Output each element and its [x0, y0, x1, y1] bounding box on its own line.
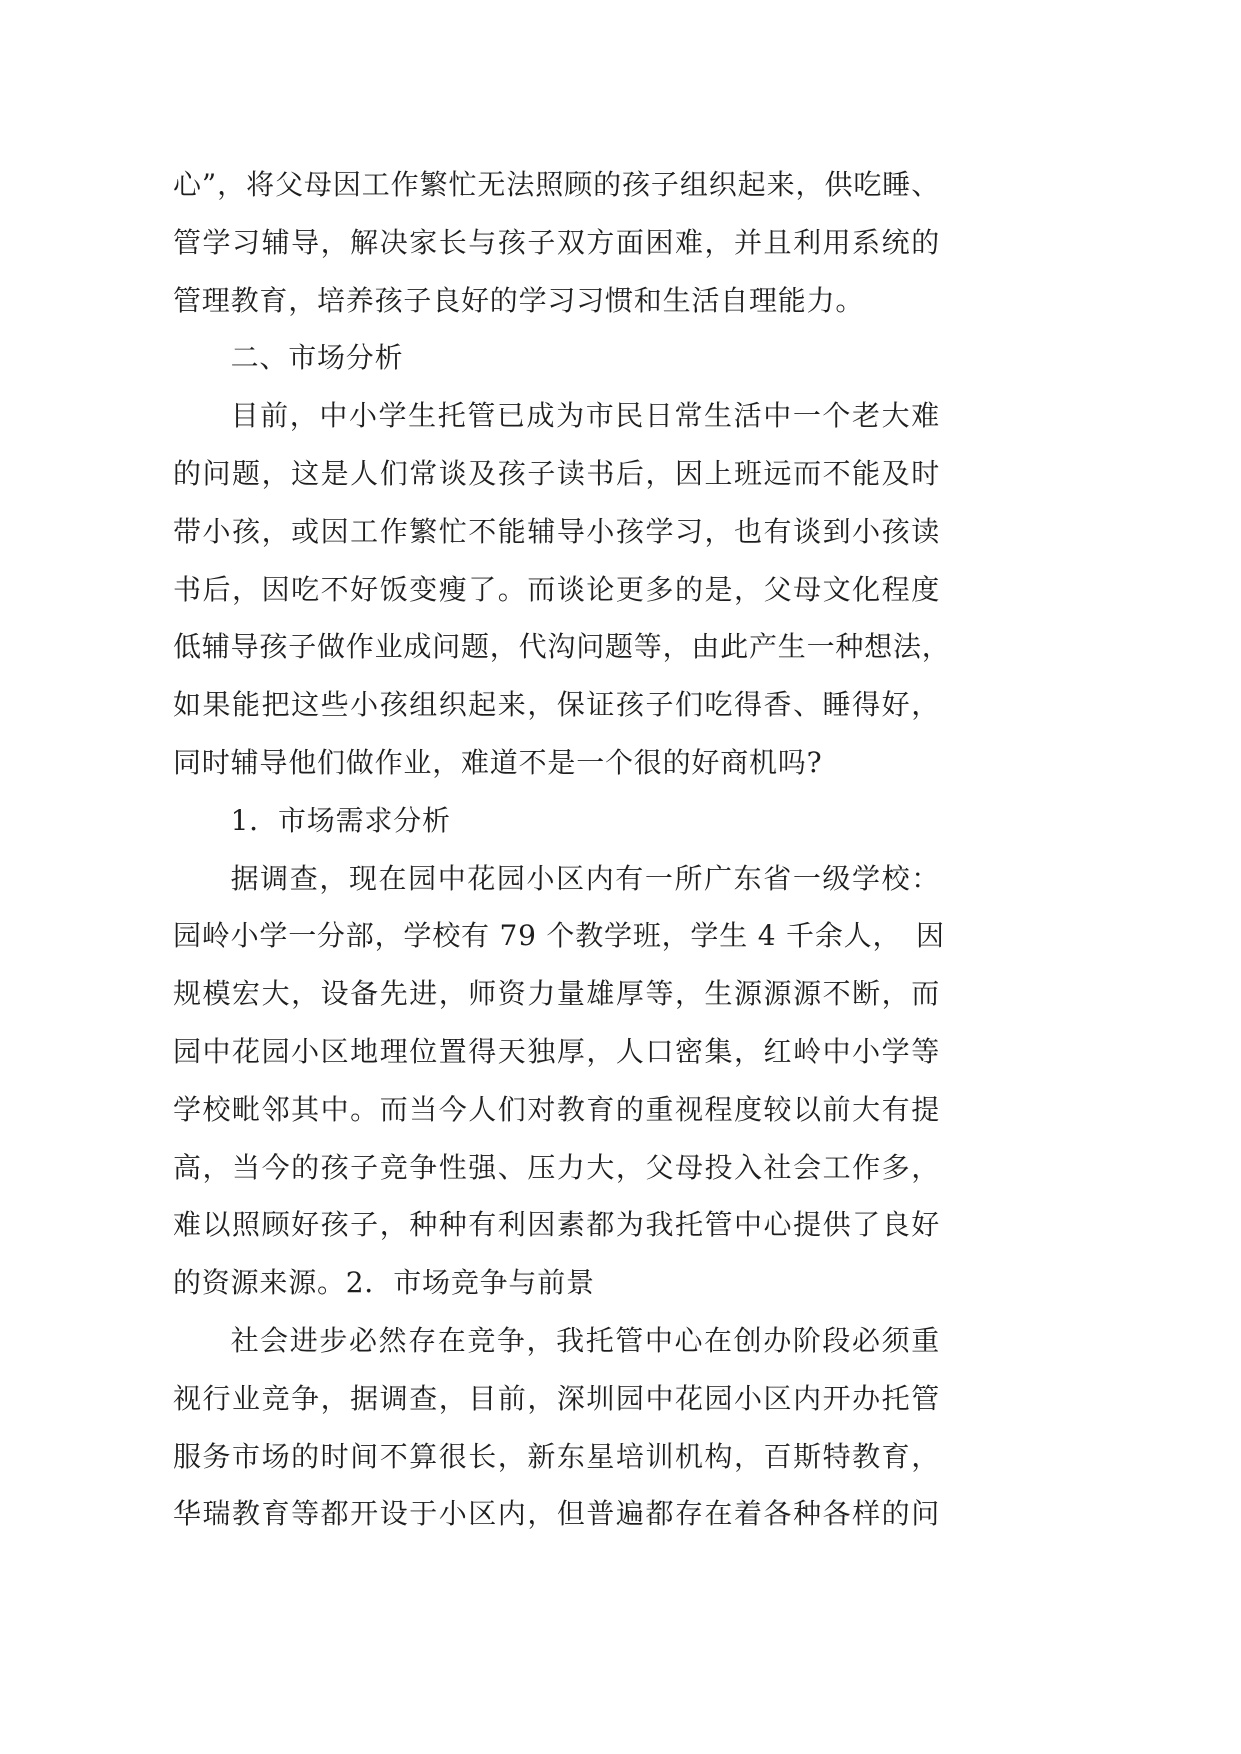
text-line: 管学习辅导，解决家长与孩子双方面困难，并且利用系统的	[173, 225, 940, 259]
text-line: 服务市场的时间不算很长，新东星培训机构，百斯特教育，	[173, 1439, 940, 1473]
subsection-heading: 1．市场需求分析	[230, 803, 451, 837]
text-line: 低辅导孩子做作业成问题，代沟问题等，由此产生一种想法，	[173, 630, 951, 664]
text-line-with-subsection-heading: 的资源来源。2．市场竞争与前景	[173, 1266, 595, 1300]
text-line: 管理教育，培养孩子良好的学习习惯和生活自理能力。	[173, 283, 865, 317]
text-line: 园中花园小区地理位置得天独厚，人口密集，红岭中小学等	[173, 1034, 940, 1068]
text-line: 目前，中小学生托管已成为市民日常生活中一个老大难	[230, 399, 940, 433]
text-line: 园岭小学一分部，学校有 79 个教学班，学生 4 千余人， 因	[173, 919, 945, 953]
text-line: 据调查，现在园中花园小区内有一所广东省一级学校：	[230, 861, 940, 895]
text-line: 心”，将父母因工作繁忙无法照顾的孩子组织起来，供吃睡、	[173, 168, 940, 201]
text-line: 学校毗邻其中。而当今人们对教育的重视程度较以前大有提	[173, 1092, 940, 1126]
text-line: 社会进步必然存在竞争，我托管中心在创办阶段必须重	[230, 1323, 940, 1357]
text-line: 如果能把这些小孩组织起来，保证孩子们吃得香、睡得好，	[173, 688, 940, 722]
text-line: 规模宏大，设备先进，师资力量雄厚等，生源源源不断，而	[173, 977, 940, 1011]
text-line: 带小孩，或因工作繁忙不能辅导小孩学习，也有谈到小孩读	[173, 514, 940, 548]
text-line: 华瑞教育等都开设于小区内，但普遍都存在着各种各样的问	[173, 1497, 940, 1531]
section-heading: 二、市场分析	[230, 341, 404, 375]
document-body	[173, 156, 951, 1543]
text-line: 书后，因吃不好饭变瘦了。而谈论更多的是，父母文化程度	[173, 572, 940, 606]
text-line: 同时辅导他们做作业，难道不是一个很的好商机吗?	[173, 745, 823, 779]
text-line: 视行业竞争，据调查，目前，深圳园中花园小区内开办托管	[173, 1381, 940, 1415]
text-line: 难以照顾好孩子，种种有利因素都为我托管中心提供了良好	[173, 1208, 940, 1242]
text-line: 高，当今的孩子竞争性强、压力大，父母投入社会工作多，	[173, 1150, 940, 1184]
text-line: 的问题，这是人们常谈及孩子读书后，因上班远而不能及时	[173, 456, 940, 490]
